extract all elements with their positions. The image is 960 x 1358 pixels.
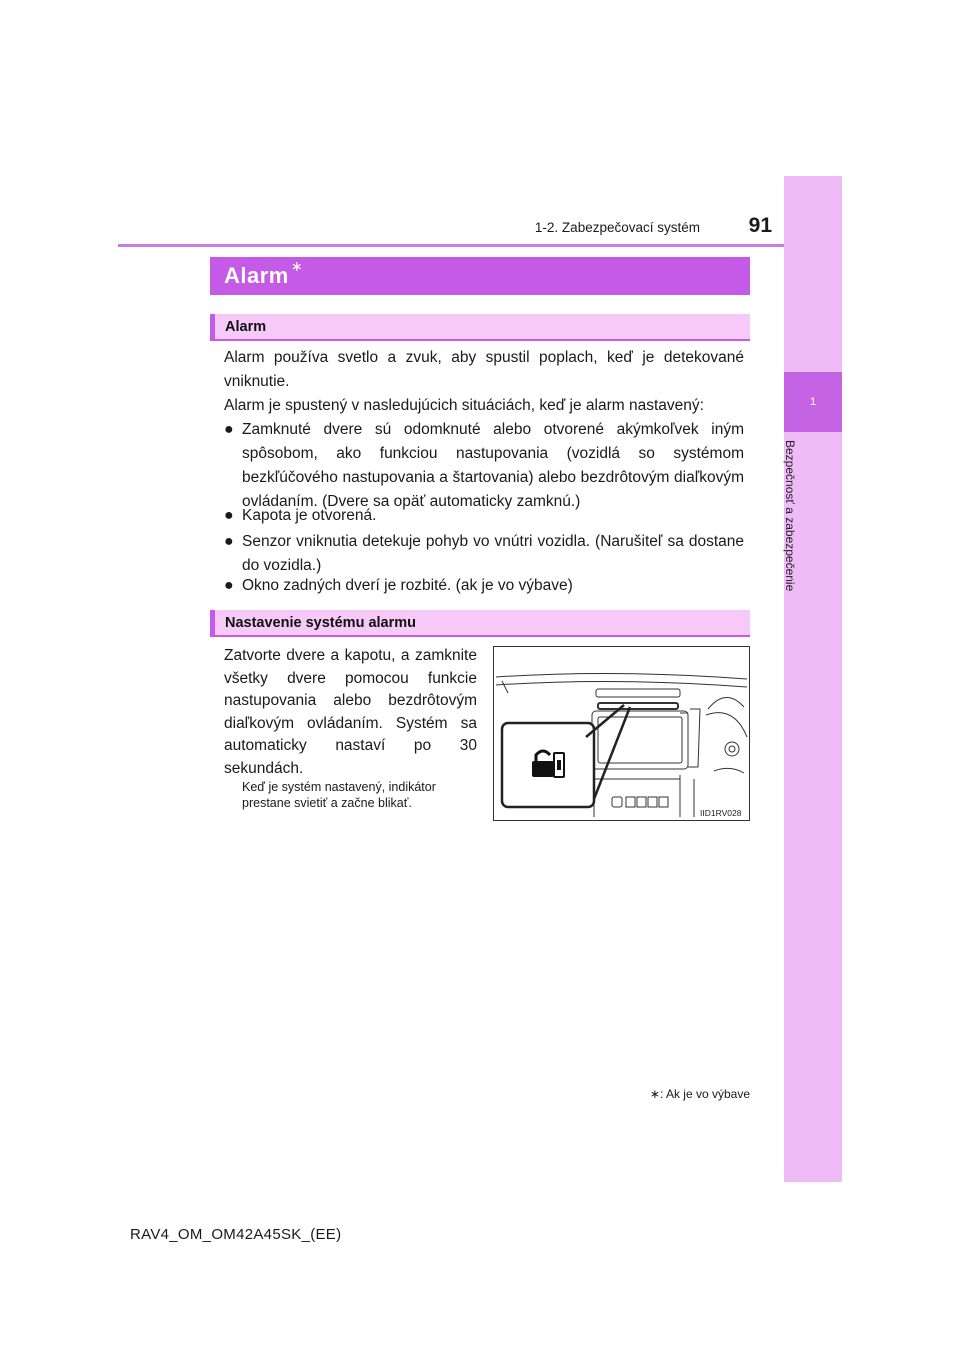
chapter-side-tab [784,176,842,1182]
bullet-dot: ● [224,533,234,550]
chapter-label: Bezpečnosť a zabezpečenie [783,440,797,592]
section-header: 1-2. Zabezpečovací systém [534,220,700,235]
chapter-number-tab [784,372,842,432]
alarm-trigger-paragraph: Alarm je spustený v nasledujúcich situáciách, keď je alarm nastavený: [224,397,704,414]
setting-paragraph: Zatvorte dvere a kapotu, a zamknite všetky dvere pomocou funkcie nastupovania alebo bezdrôtovým diaľkovým ovládaním. Systém sa automaticky nastaví po 30 sekundách. [224,647,477,777]
dashboard-drawing [494,647,749,820]
bullet-dot: ● [224,507,234,524]
alarm-intro-paragraph: Alarm používa svetlo a zvuk, aby spustil poplach, keď je detekované vniknutie. [224,349,744,390]
chapter-label-vertical [783,440,801,630]
security-indicator-icon [532,751,564,777]
setting-note: Keď je systém nastavený, indikátor prestane svietiť a začne blikať. [242,780,436,810]
bullet-text: Zamknuté dvere sú odomknuté alebo otvorené akýmkoľvek iným spôsobom, ako funkciou nastupovania (vozidlá so systémom bezkľúčového nastupovania a štartovania) alebo bezdrôtovým diaľkovým ovládaním. (Dvere sa opäť automaticky zamknú.) [242,421,744,510]
bullet-dot: ● [224,577,234,594]
list-item [224,574,744,598]
subheading-alarm [210,314,750,341]
bullet-text: Senzor vniknutia detekuje pohyb vo vnútri vozidla. (Narušiteľ sa dostane do vozidla.) [242,533,744,574]
bullet-text: Okno zadných dverí je rozbité. (ak je vo výbave) [242,577,573,594]
footnote: ∗: Ak je vo výbave [649,1087,750,1101]
list-item [224,418,744,514]
optional-equipment-star: ∗ [290,257,303,274]
page-title: Alarm [224,263,289,288]
document-code: RAV4_OM_OM42A45SK_(EE) [130,1226,342,1243]
dashboard-illustration [493,646,750,821]
page-title-bar [210,257,750,295]
subheading-alarm-setting [210,610,750,637]
bullet-dot: ● [224,421,234,438]
list-item [224,530,744,578]
subheading-alarm-setting-text: Nastavenie systému alarmu [225,614,417,631]
figure-code: IID1RV028 [700,808,742,818]
list-item [224,504,744,528]
chapter-number: 1 [809,396,817,408]
bullet-text: Kapota je otvorená. [242,507,377,524]
page-number: 91 [748,214,772,237]
header-rule [118,244,784,247]
subheading-alarm-text: Alarm [225,318,267,335]
